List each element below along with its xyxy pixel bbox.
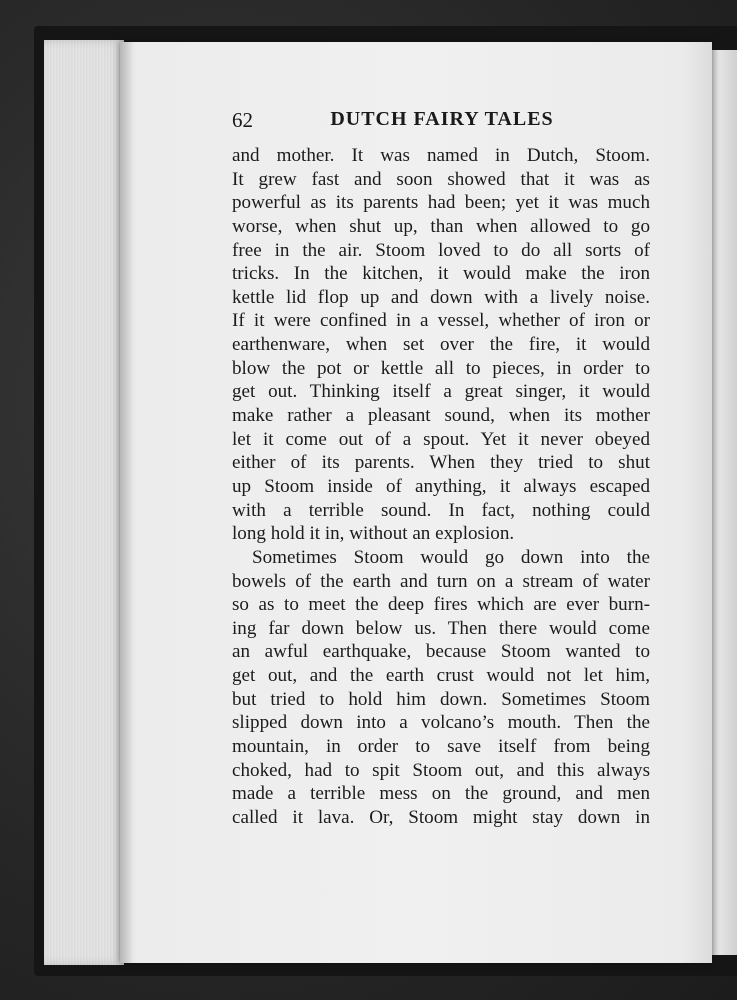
text-line: bowels of the earth and turn on a stream of water	[232, 570, 650, 592]
text-line: It grew fast and soon showed that it was as	[232, 168, 650, 190]
text-line: get out, and the earth crust would not let him,	[232, 665, 650, 687]
text-line: ing far down below us. Then there would come	[232, 617, 650, 639]
text-line: mountain, in order to save itself from being	[232, 736, 650, 758]
text-line: and mother. It was named in Dutch, Stoom.	[232, 145, 650, 166]
paragraph-2	[232, 546, 650, 830]
spine-shadow	[120, 42, 134, 963]
page-edges	[44, 40, 124, 965]
text-line: choked, had to spit Stoom out, and this always	[232, 759, 650, 781]
text-line: but tried to hold him down. Sometimes Stoom	[232, 688, 650, 710]
text-line: free in the air. Stoom loved to do all sorts of	[232, 239, 650, 261]
text-line: let it come out of a spout. Yet it never obeyed	[232, 428, 650, 450]
text-line: get out. Thinking itself a great singer, it would	[232, 381, 650, 403]
text-line: tricks. In the kitchen, it would make the iron	[232, 263, 650, 285]
text-line: called it lava. Or, Stoom might stay down in	[232, 806, 650, 828]
text-line: If it were confined in a vessel, whether of iron or	[232, 310, 650, 332]
text-line: earthenware, when set over the fire, it would	[232, 334, 650, 356]
text-line: an awful earthquake, because Stoom wanted to	[232, 641, 650, 663]
facing-page-edge	[708, 50, 737, 955]
text-line: powerful as its parents had been; yet it was much	[232, 192, 650, 214]
page-header	[232, 108, 652, 136]
text-line: either of its parents. When they tried to shut	[232, 452, 650, 474]
paragraph-1	[232, 144, 650, 546]
text-line: with a terrible sound. In fact, nothing could	[232, 499, 650, 521]
running-head: DUTCH FAIRY TALES	[330, 108, 554, 130]
text-line: slipped down into a volcano’s mouth. Then the	[232, 712, 650, 734]
text-line: worse, when shut up, than when allowed to go	[232, 215, 650, 237]
text-line: so as to meet the deep fires which are ever burn-	[232, 594, 650, 616]
text-line: make rather a pleasant sound, when its mother	[232, 405, 650, 427]
text-line: kettle lid flop up and down with a lively noise.	[232, 286, 650, 308]
text-line: blow the pot or kettle all to pieces, in order to	[232, 357, 650, 379]
text-line: long hold it in, without an explosion.	[232, 523, 515, 545]
text-line: Sometimes Stoom would go down into the	[252, 546, 650, 568]
body-text	[232, 144, 650, 830]
text-line: made a terrible mess on the ground, and men	[232, 783, 650, 805]
page-number: 62	[232, 108, 253, 132]
text-line: up Stoom inside of anything, it always escaped	[232, 475, 650, 497]
book-page	[120, 42, 712, 963]
